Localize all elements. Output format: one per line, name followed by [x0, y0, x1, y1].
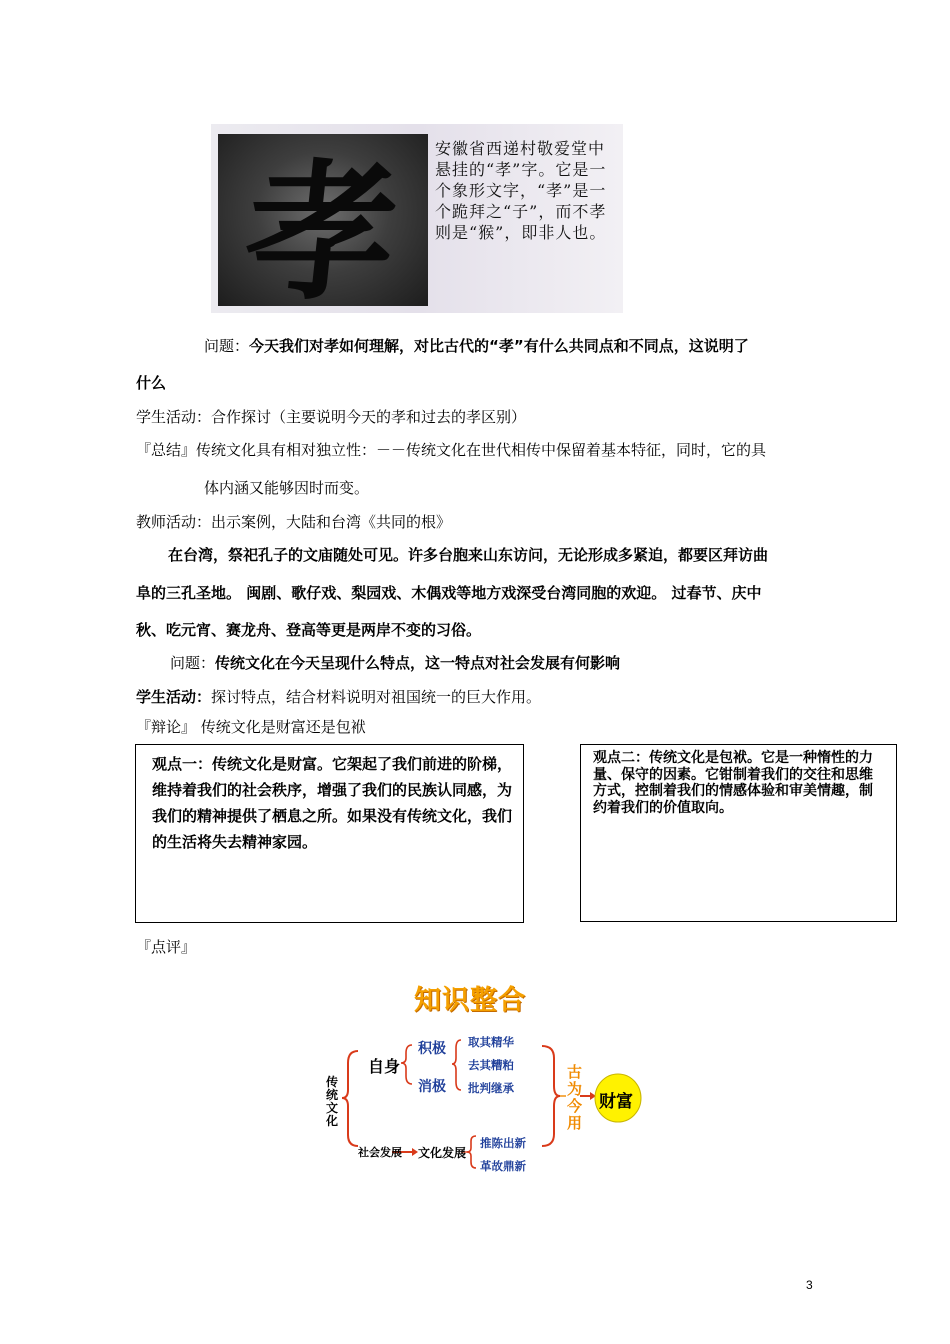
root-brace: [342, 1051, 358, 1146]
case-line2: 阜的三孔圣地。 闽剧、歌仔戏、梨园戏、木偶戏等地方戏深受台湾同胞的欢迎。 过春节、庆中: [136, 584, 762, 602]
right-brace: [542, 1046, 560, 1146]
self-brace: [401, 1045, 412, 1084]
case-line1: 在台湾，祭祀孔子的文庙随处可见。许多台胞来山东访问，无论形成多紧迫，都要区拜访曲: [168, 546, 769, 564]
diagram-social: 社会发展: [358, 1146, 402, 1159]
question2-text: 传统文化在今天呈现什么特点，这一特点对社会发展有何影响: [215, 654, 621, 672]
diagram-dev-item-1: 推陈出新: [480, 1136, 526, 1150]
case-line3: 秋、吃元宵、赛龙舟、登高等更是两岸不变的习俗。: [136, 621, 482, 639]
student-activity-2: [136, 686, 541, 707]
diagram-positive: 积极: [418, 1041, 446, 1057]
question1-line2: 什么: [136, 374, 167, 392]
question2-label: 问题：: [170, 654, 216, 672]
figure-caption: 安徽省西递村敬爱堂中悬挂的“孝”字。它是一个象形文字，“孝”是一个跪拜之“子”，而不孝则是“猴”，即非人也。: [435, 139, 607, 242]
summary-line2: 体内涵又能够因时而变。: [204, 479, 370, 497]
diagram-self: 自身: [368, 1057, 401, 1076]
items-brace: [452, 1040, 461, 1090]
student-activity-2-text: 探讨特点，结合材料说明对祖国统一的巨大作用。: [211, 688, 542, 706]
viewpoint-one-text: 观点一：传统文化是财富。它架起了我们前进的阶梯，维持着我们的社会秩序，增强了我们的民族认同感，为我们的精神提供了栖息之所。如果没有传统文化，我们的生活将失去精神家园。: [152, 755, 513, 851]
diagram-negative: 消极: [418, 1079, 446, 1095]
xiao-character-figure: [211, 124, 623, 321]
summary-line1: 『总结』传统文化具有相对独立性：－－传统文化在世代相传中保留着基本特征，同时，它的具: [136, 441, 767, 459]
diagram-dev-item-2: 革故鼎新: [480, 1159, 526, 1173]
question1-label: 问题：: [204, 337, 250, 355]
viewpoint-two-box: [580, 744, 897, 922]
diagram-culture-dev: 文化发展: [418, 1146, 467, 1160]
page-number: 3: [806, 1278, 813, 1292]
diagram-title: 知识整合: [414, 985, 526, 1016]
question1-line1: [204, 335, 749, 356]
student-activity-2-label: 学生活动：: [136, 688, 212, 706]
question2: [170, 652, 620, 673]
diagram-item-2: 去其糟粕: [468, 1058, 514, 1072]
diagram-item-3: 批判继承: [468, 1081, 514, 1095]
debate-title: 『辩论』 传统文化是财富还是包袱: [136, 718, 366, 736]
diagram-wealth: 财富: [599, 1092, 633, 1112]
diagram-root: 传统文化: [326, 1075, 339, 1128]
question1-text: 今天我们对孝如何理解，对比古代的“孝”有什么共同点和不同点，这说明了: [249, 337, 749, 355]
viewpoint-two-text: 观点二：传统文化是包袱。它是一种惰性的力量、保守的因素。它钳制着我们的交往和思维方式，控制着我们的情感体验和审美情趣，制约着我们的价值取向。: [593, 750, 873, 816]
viewpoint-one-box: [135, 744, 524, 923]
dev-brace: [467, 1136, 476, 1168]
student-activity-1: 学生活动：合作探讨（主要说明今天的孝和过去的孝区别）: [136, 408, 527, 426]
xiao-calligraphy-glyph: 孝: [237, 145, 406, 321]
comment-title: 『点评』: [136, 938, 197, 956]
teacher-activity: 教师活动：出示案例，大陆和台湾《共同的根》: [136, 513, 452, 531]
calligraphy-panel: [218, 134, 428, 321]
diagram-item-1: 取其精华: [468, 1035, 514, 1049]
diagram-motto: 古为今用: [567, 1063, 583, 1132]
knowledge-integration-diagram: [318, 978, 658, 1178]
